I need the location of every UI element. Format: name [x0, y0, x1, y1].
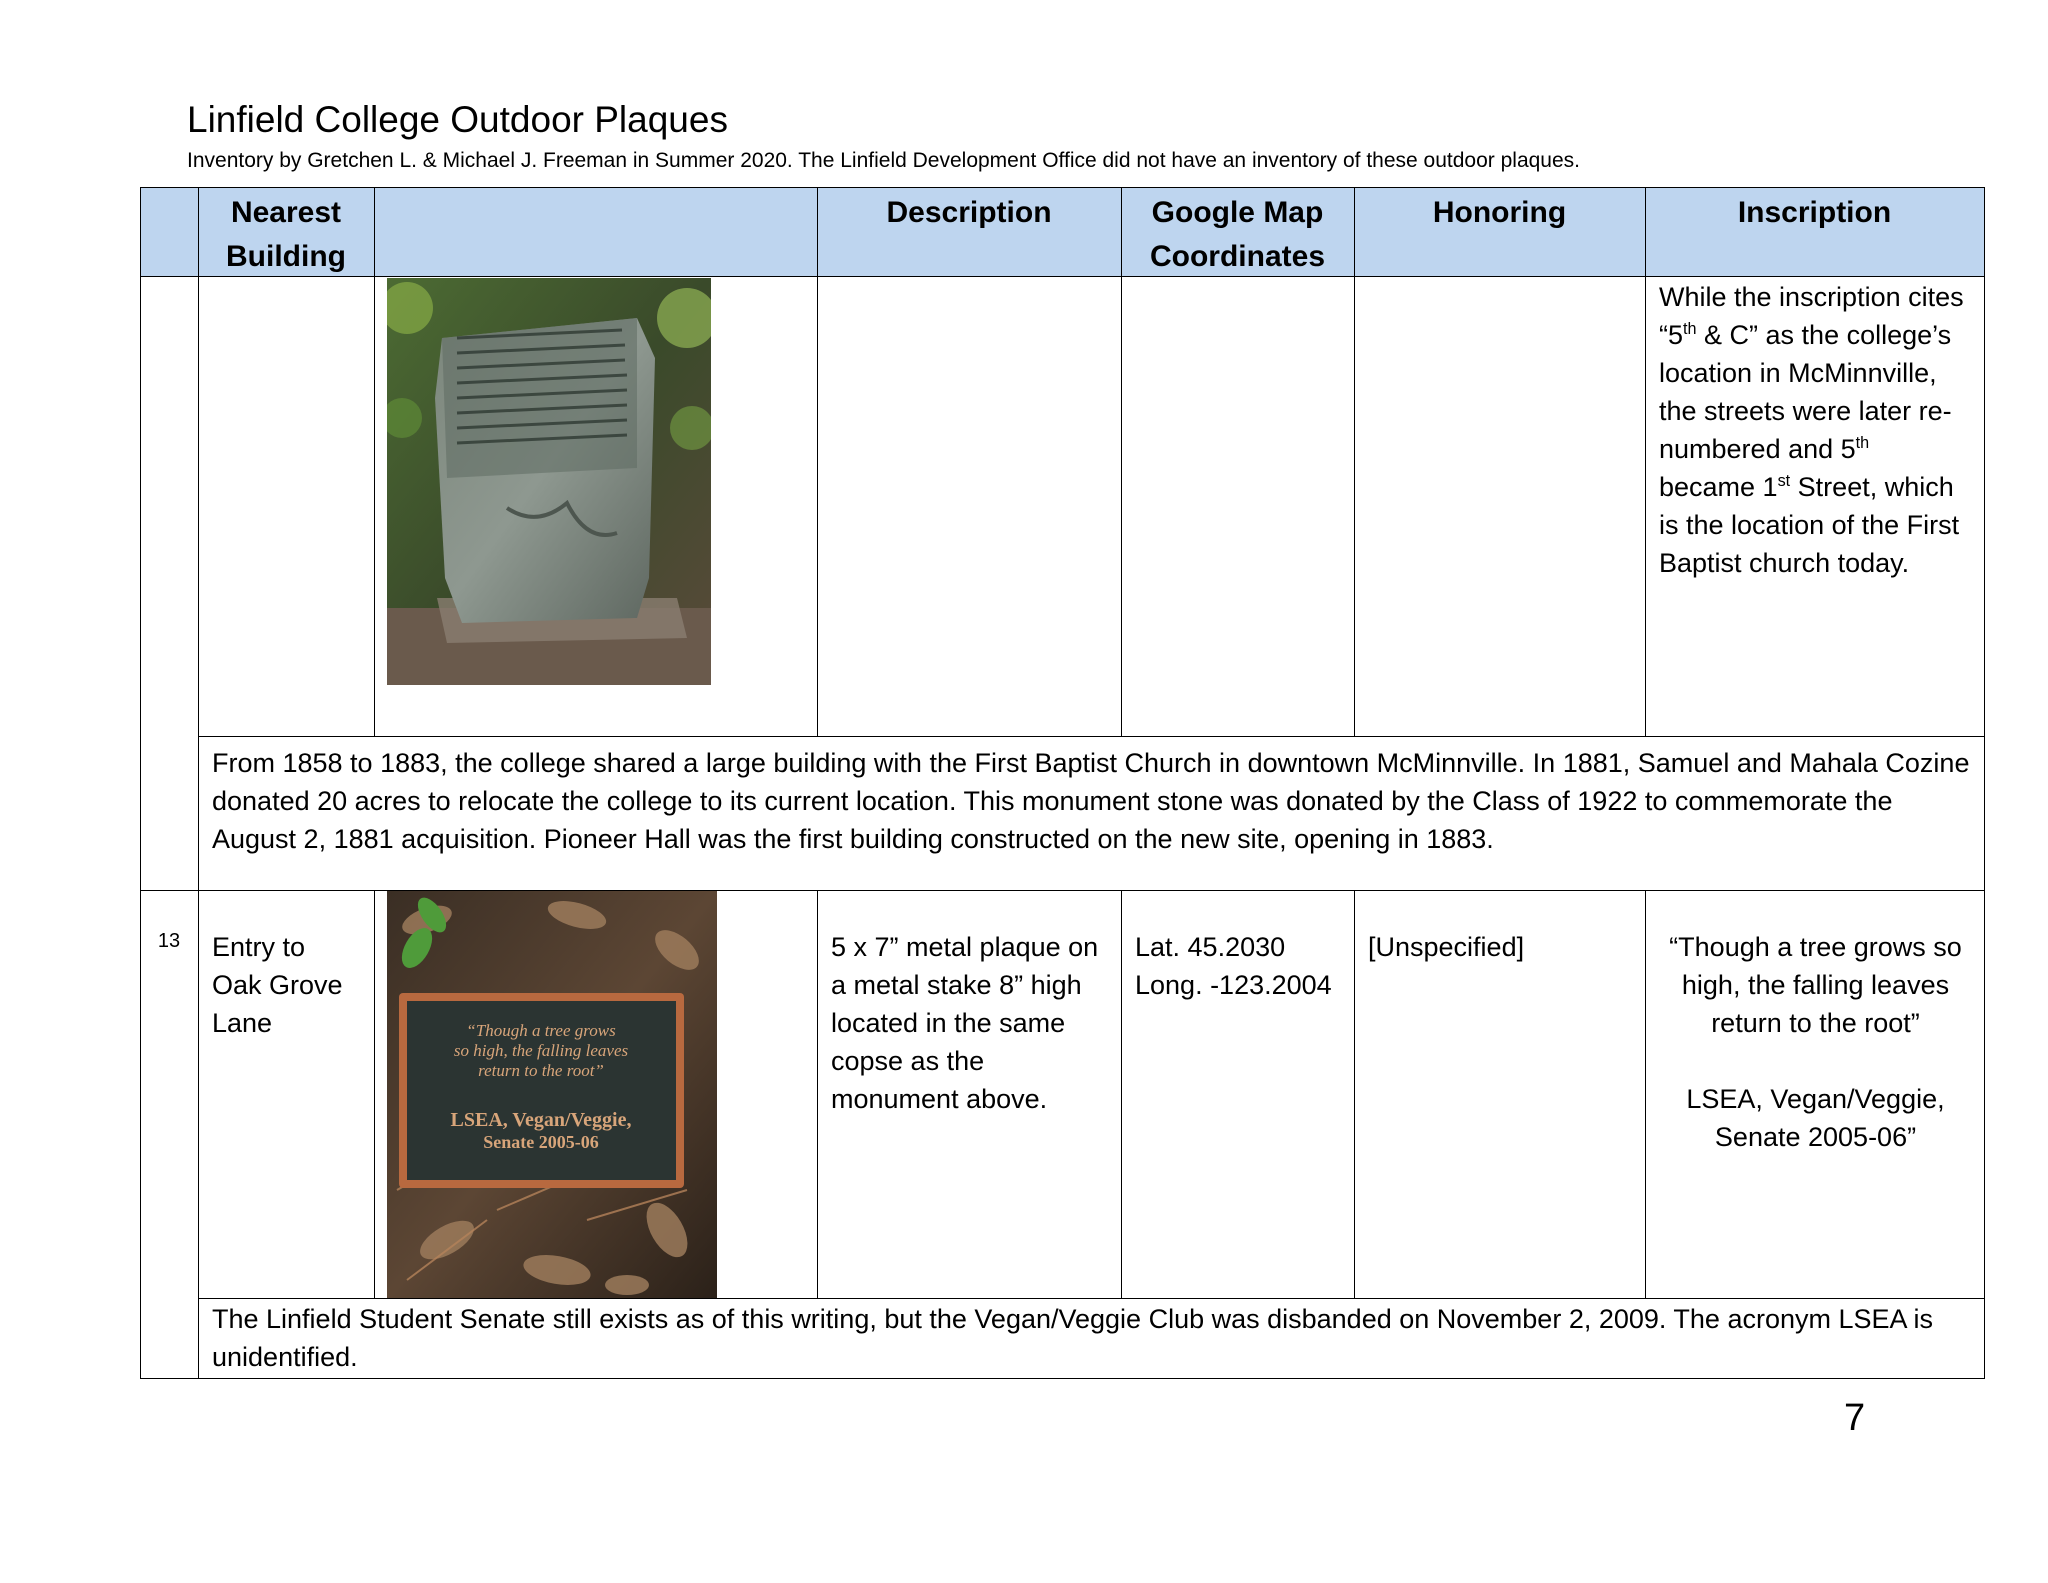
col-border-4b: [1121, 890, 1122, 1298]
monument-stone-photo: [387, 278, 711, 685]
header-photo: [374, 187, 817, 276]
table-right-border: [1984, 187, 1985, 1379]
longitude: Long. -123.2004: [1135, 970, 1332, 1000]
row1-coordinates: [1121, 276, 1354, 736]
col-border-2b: [374, 890, 375, 1298]
plaque-quote-line: “Though a tree grows so high, the falling leaves return to the root”: [453, 1021, 629, 1080]
latitude: Lat. 45.2030: [1135, 932, 1286, 962]
table-left-border: [140, 187, 141, 1378]
inscription-credit-line1: LSEA, Vegan/Veggie,: [1686, 1084, 1945, 1114]
col-border-1: [198, 187, 199, 1378]
bronze-plaque-photo: [387, 890, 717, 1298]
col-border-3a: [817, 187, 818, 736]
document-subtitle: Inventory by Gretchen L. & Michael J. Freeman in Summer 2020. The Linfield Development Office did not have an inventory of these outdoor plaques.: [187, 149, 1581, 172]
row1-honoring: [1354, 276, 1645, 736]
col-border-4a: [1121, 187, 1122, 736]
header-coordinates: Google Map Coordinates: [1121, 187, 1354, 276]
table-top-border: [140, 187, 1984, 188]
plaque-credit-line1: LSEA, Vegan/Veggie,: [450, 1109, 632, 1131]
superscript-th-1: th: [1683, 320, 1697, 338]
col-border-2a: [374, 187, 375, 736]
row1-number: [140, 276, 198, 890]
row2-description: 5 x 7” metal plaque on a metal stake 8” high located in the same copse as the monument above.: [831, 932, 1099, 1114]
inscription-part-2: & C” as the college’s location in McMinnville, the streets were later re-numbered and 5: [1659, 320, 1952, 464]
row2-building: Entry to Oak Grove Lane: [212, 932, 343, 1038]
header-honoring: Honoring: [1354, 187, 1645, 276]
col-border-6b: [1645, 890, 1646, 1298]
col-border-3b: [817, 890, 818, 1298]
row2-coordinates: [1121, 890, 1354, 1298]
row1-note-border: [198, 736, 1984, 737]
row2-note-border: [198, 1298, 1984, 1299]
plaque-credit-line2: Senate 2005-06: [483, 1132, 599, 1152]
header-nearest-building: Nearest Building: [198, 187, 374, 276]
superscript-st: st: [1777, 472, 1791, 490]
header-inscription: Inscription: [1645, 187, 1984, 276]
row-separator: [140, 890, 1984, 891]
inscription-part-1: While the inscription cites “5: [1659, 282, 1964, 350]
row2-note: The Linfield Student Senate still exists as of this writing, but the Vegan/Veggie Club was disbanded on November 2, 2009. The acronym LSEA is unidentified.: [212, 1304, 1934, 1372]
header-description: Description: [817, 187, 1121, 276]
row2-honoring: [Unspecified]: [1368, 932, 1525, 962]
col-border-5a: [1354, 187, 1355, 736]
row2-number: 13: [157, 930, 181, 952]
page-number: 7: [1844, 1397, 1866, 1439]
col-border-5b: [1354, 890, 1355, 1298]
plaques-table: [140, 187, 1984, 1378]
row1-note: From 1858 to 1883, the college shared a large building with the First Baptist Church in downtown McMinnville. In 1881, Samuel and Mahala Cozine donated 20 acres to relocate the college to its current location. This monument stone was donated by the Class of 1922 to commemorate the August 2, 1881 acquisition. Pioneer Hall was the first building constructed on the new site, opening in 1883.: [212, 748, 1970, 854]
table-bottom-border: [140, 1378, 1985, 1379]
inscription-quote: “Though a tree grows so high, the falling leaves return to the root”: [1669, 932, 1962, 1038]
row1-inscription: [1645, 276, 1984, 736]
superscript-th-2: th: [1855, 434, 1870, 452]
row1-building: [198, 276, 374, 736]
row1-description: [817, 276, 1121, 736]
inscription-part-3: became 1: [1659, 472, 1778, 502]
inscription-credit-line2: Senate 2005-06”: [1714, 1122, 1917, 1152]
row2-inscription: [1645, 890, 1984, 1298]
col-border-6a: [1645, 187, 1646, 736]
header-number-cell: [140, 187, 198, 276]
document-title: Linfield College Outdoor Plaques: [187, 99, 728, 140]
header-bottom-border: [140, 276, 1984, 277]
inscription-part-4: Street, which is the location of the First Baptist church today.: [1659, 472, 1960, 578]
